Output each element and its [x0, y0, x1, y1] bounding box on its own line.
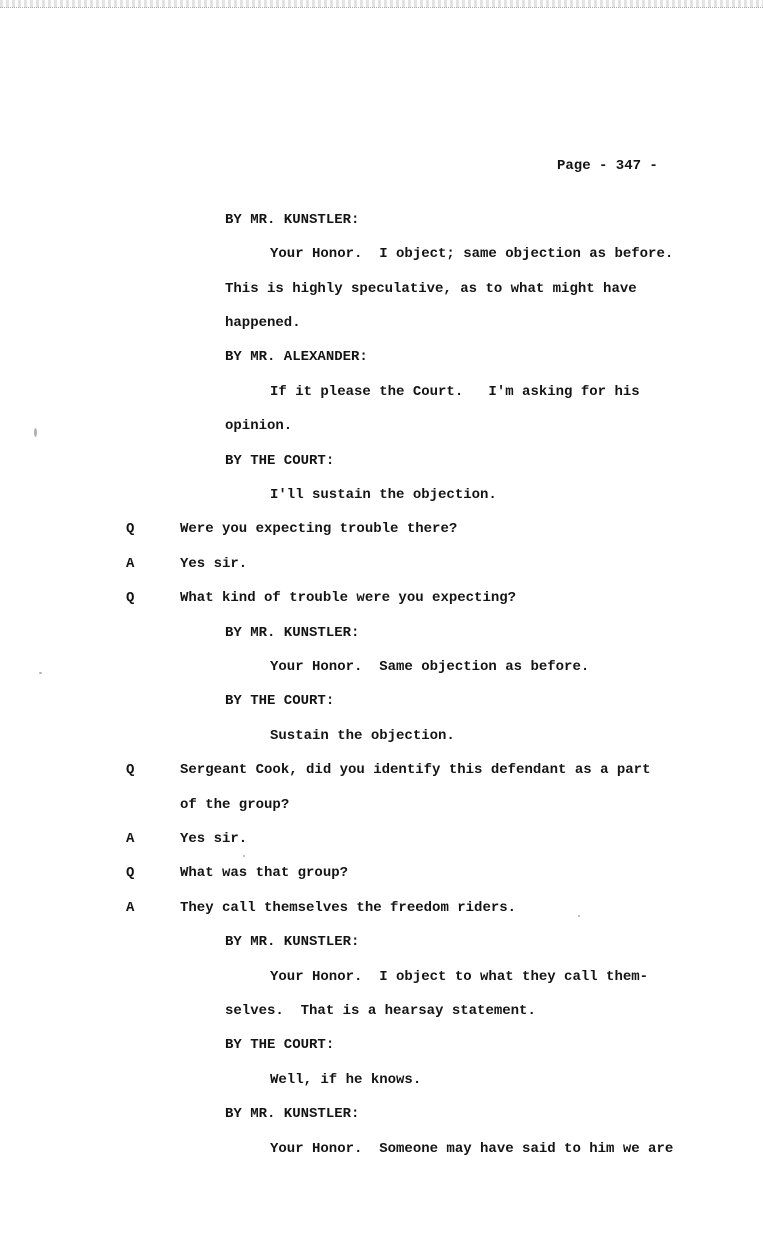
question-line: Were you expecting trouble there?	[180, 521, 458, 537]
scan-speck	[578, 915, 580, 917]
qa-marker: A	[126, 556, 135, 572]
transcript-line: selves. That is a hearsay statement.	[225, 1003, 536, 1019]
speaker-heading: BY MR. ALEXANDER:	[225, 349, 368, 365]
transcript-line: This is highly speculative, as to what might have	[225, 281, 637, 297]
scan-speck	[34, 428, 37, 437]
answer-line: Yes sir.	[180, 831, 248, 847]
qa-marker: Q	[126, 521, 135, 537]
qa-marker: A	[126, 900, 135, 916]
answer-line: Yes sir.	[180, 556, 248, 572]
speaker-heading: BY MR. KUNSTLER:	[225, 212, 360, 228]
speaker-heading: BY THE COURT:	[225, 453, 335, 469]
transcript-line: Sustain the objection.	[270, 728, 455, 744]
transcript-line: Your Honor. I object; same objection as before.	[270, 246, 674, 262]
transcript-line: opinion.	[225, 418, 293, 434]
qa-marker: A	[126, 831, 135, 847]
scan-top-edge	[0, 0, 763, 8]
qa-marker: Q	[126, 865, 135, 881]
transcript-line: of the group?	[180, 797, 290, 813]
speaker-heading: BY MR. KUNSTLER:	[225, 1106, 360, 1122]
scan-speck	[39, 672, 42, 674]
transcript-line: happened.	[225, 315, 301, 331]
speaker-heading: BY MR. KUNSTLER:	[225, 625, 360, 641]
speaker-heading: BY THE COURT:	[225, 1037, 335, 1053]
answer-line: They call themselves the freedom riders.	[180, 900, 517, 916]
question-line: What was that group?	[180, 865, 349, 881]
transcript-line: If it please the Court. I'm asking for his	[270, 384, 640, 400]
transcript-line: Your Honor. Same objection as before.	[270, 659, 590, 675]
scan-speck	[243, 855, 245, 857]
qa-marker: Q	[126, 762, 135, 778]
question-line: What kind of trouble were you expecting?	[180, 590, 517, 606]
speaker-heading: BY MR. KUNSTLER:	[225, 934, 360, 950]
page-number: Page - 347 -	[557, 158, 658, 174]
question-line: Sergeant Cook, did you identify this defendant as a part	[180, 762, 651, 778]
transcript-line: Well, if he knows.	[270, 1072, 422, 1088]
transcript-line: I'll sustain the objection.	[270, 487, 497, 503]
transcript-line: Your Honor. I object to what they call them-	[270, 969, 649, 985]
qa-marker: Q	[126, 590, 135, 606]
transcript-line: Your Honor. Someone may have said to him we are	[270, 1141, 674, 1157]
speaker-heading: BY THE COURT:	[225, 693, 335, 709]
